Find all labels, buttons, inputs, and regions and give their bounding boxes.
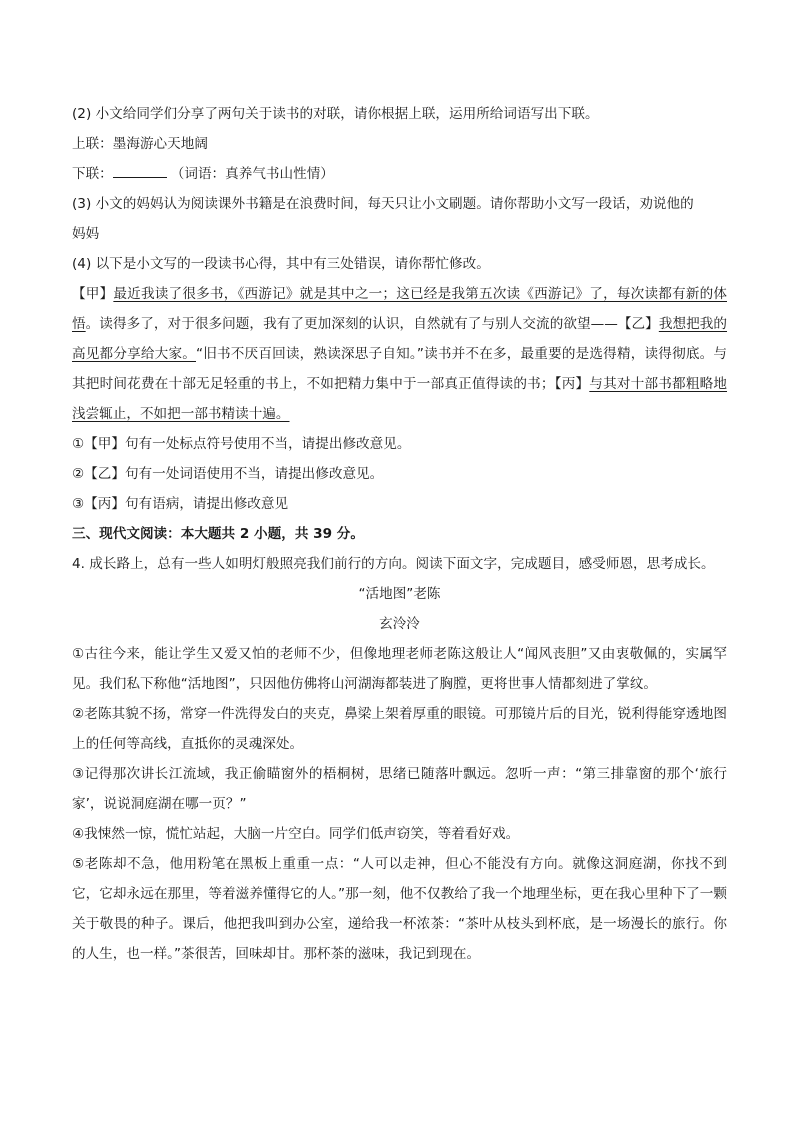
jia-sentence: 最近我读了很多书，《西游记》就是其中之一；这已经是我第五次读《西游记》了，每次读都有新的体悟 [72,286,727,332]
q5-intro: 4. 成长路上，总有一些人如明灯般照亮我们前行的方向。阅读下面文字，完成题目，感受师恩，思考成长。 [72,556,715,572]
passage-middle: “旧书不厌百回读，熟读深思子自知。”读书并不在多，最重要的是选得精，读得彻底。与其把时间花费在十部无足轻重的书上，不如把精力集中于一部真正值得读的书； [72,346,727,392]
exam-page [72,99,727,969]
q4-passage [72,279,727,429]
q2-prompt: (2) 小文给同学们分享了两句关于读书的对联，请你根据上联，运用所给词语写出下联。 [72,106,599,122]
article-para-2: ②老陈其貌不扬，常穿一件洗得发白的夹克，鼻梁上架着厚重的眼镜。可那镜片后的目光，锐利得能穿透地图上的任何等高线，直抵你的灵魂深处。 [72,706,727,752]
q2-lower-hint: （词语：真养气书山性情） [170,166,334,182]
yi-sentence: 我想把我的高见都分享给大家。 [72,316,728,362]
article-para-3: ③记得那次讲长江流域，我正偷瞄窗外的梧桐树，思绪已随落叶飘远。忽听一声：“第三排靠窗的那个‘旅行家’，说说洞庭湖在哪一页？” [72,766,727,812]
q2-lower-couplet [72,159,727,189]
q2-lower-label: 下联： [72,166,113,182]
q2-upper-couplet: 上联：墨海游心天地阔 [72,136,208,152]
section-heading [72,519,727,549]
article-para-5: ⑤老陈却不急，他用粉笔在黑板上重重一点：“人可以走神，但心不能没有方向。就像这洞庭湖，你找不到它，它却永远在那里，等着滋养懂得它的人。”那一刻，他不仅教给了我一个地理坐标，更在我心里种下了一颗关于敬畏的种子。课后，他把我叫到办公室，递给我一杯浓茶：“茶叶从枝头到杯底，是一场漫长的旅行。你的人生，也一样。”茶很苦，回味却甘。那杯茶的滋味，我记到现在。 [72,856,727,962]
q4-prompt: (4) 以下是小文写的一段读书心得，其中有三处错误，请你帮忙修改。 [72,256,490,272]
q4-sub1: ①【甲】句有一处标点符号使用不当，请提出修改意见。 [72,436,411,452]
article-author: 玄泠泠 [379,616,420,632]
q3-prompt-line2: 妈妈 [72,226,100,242]
passage-after-jia: 。读得多了，对于很多问题，我有了更加深刻的认识，自然就有了与别人交流的欲望—— [85,316,618,332]
answer-blank[interactable] [113,163,167,178]
bing-tag: 【丙】 [554,376,590,392]
bing-sentence: 与其对十部书都粗略地浅尝辄止，不如把一部书精读十遍。 [72,376,728,422]
q4-sub2: ②【乙】句有一处词语使用不当，请提出修改意见。 [72,466,384,482]
article-title: “活地图”老陈 [358,586,441,602]
jia-tag: 【甲】 [72,286,114,302]
q4-sub3: ③【丙】句有语病，请提出修改意见 [72,496,289,512]
article-para-1: ①古往今来，能让学生又爱又怕的老师不少，但像地理老师老陈这般让人“闻风丧胆”又由衷敬佩的，实属罕见。我们私下称他“活地图”，只因他仿佛将山河湖海都装进了胸膛，更将世事人情都刻进了掌纹。 [72,646,727,692]
article-para-4: ④我悚然一惊，慌忙站起，大脑一片空白。同学们低声窃笑，等着看好戏。 [72,826,520,842]
section-prefix: 三、现代文阅读： [72,526,181,542]
q3-prompt-line1: (3) 小文的妈妈认为阅读课外书籍是在浪费时间，每天只让小文刷题。请你帮助小文写一段话，劝说他的 [72,196,694,212]
yi-tag: 【乙】 [617,316,659,332]
section-title: 本大题共 2 小题，共 39 分。 [180,526,364,542]
